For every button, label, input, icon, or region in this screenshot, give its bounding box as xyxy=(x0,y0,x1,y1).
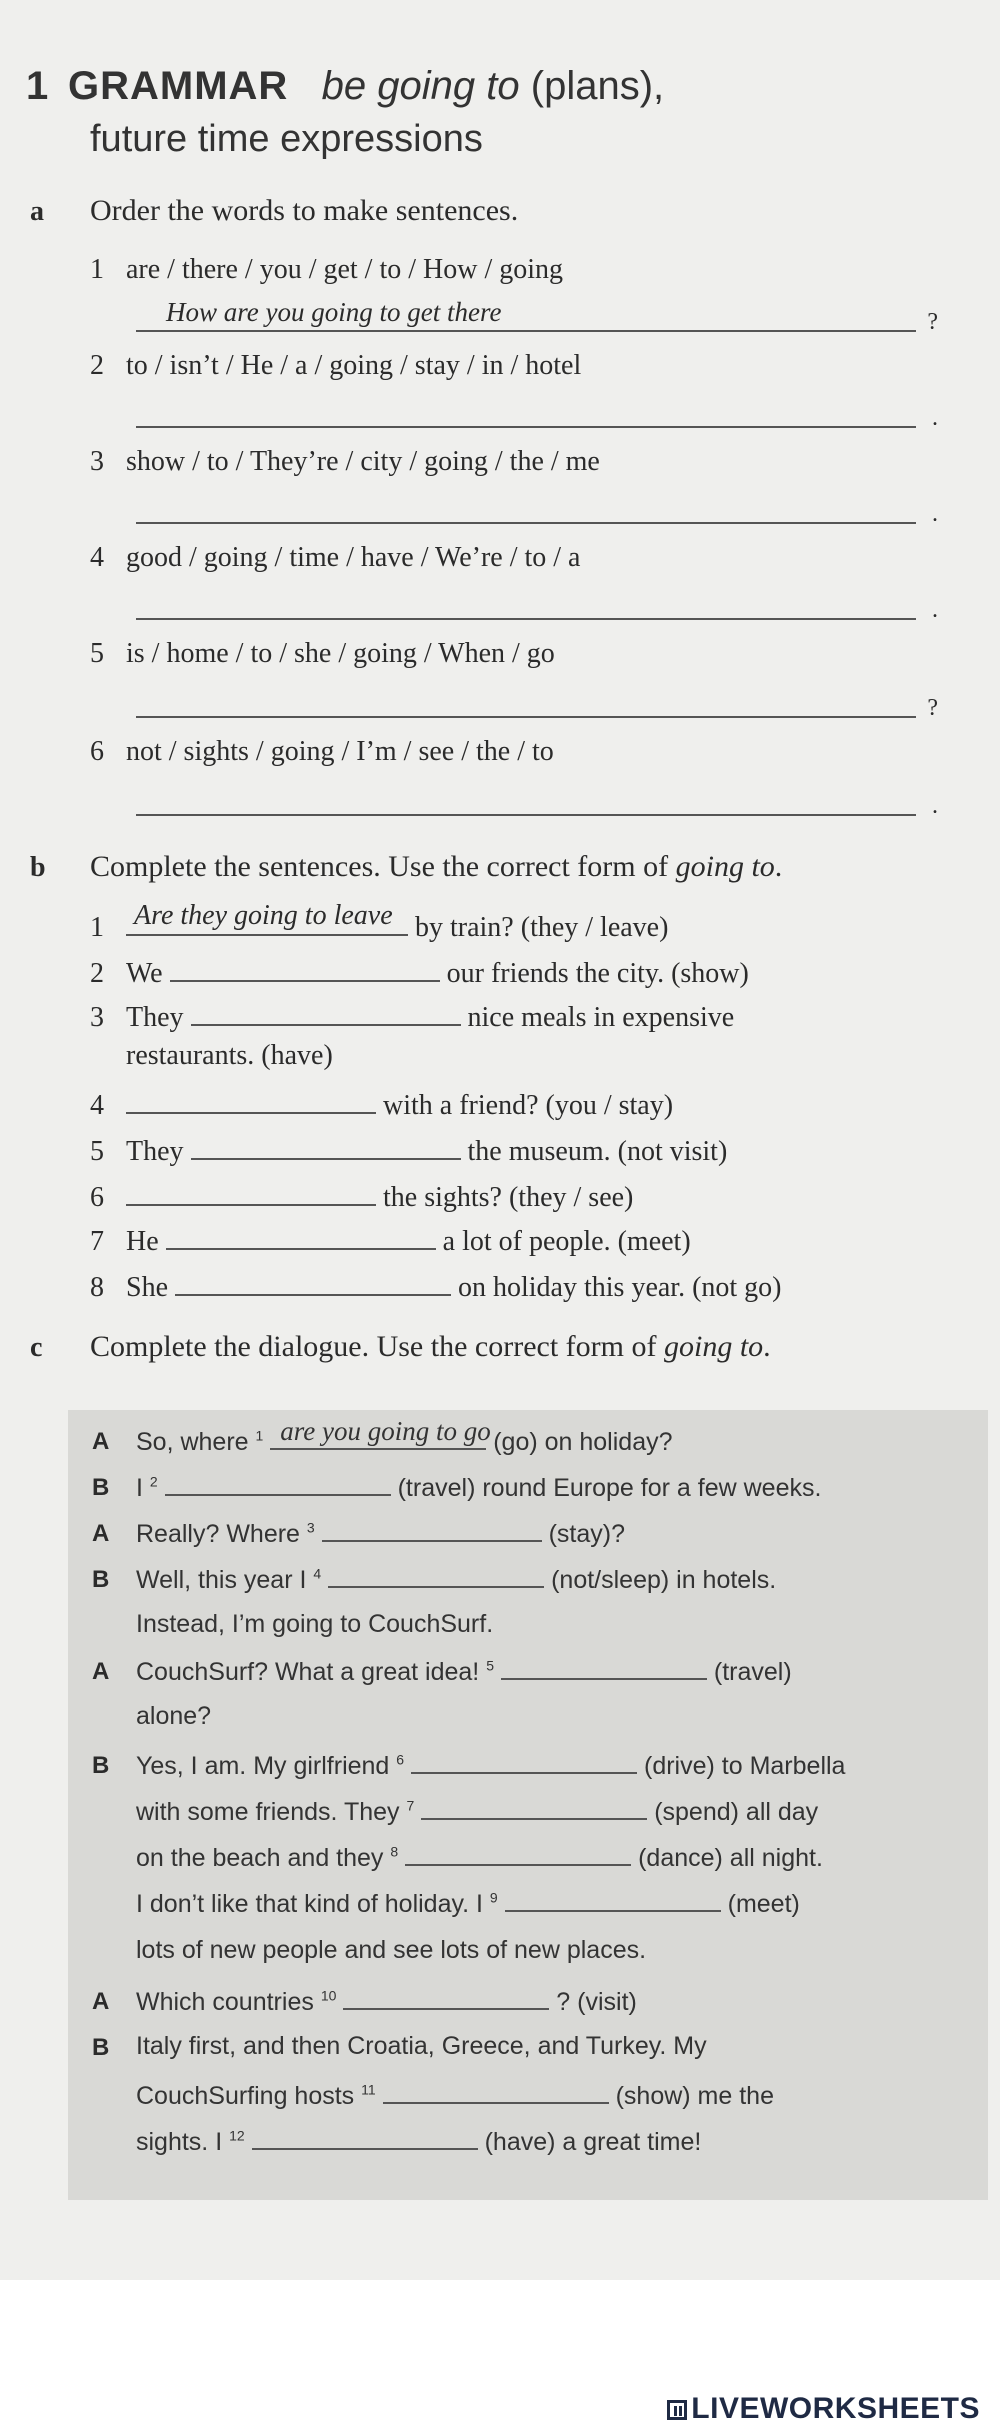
dialogue-line: So, where $^1$ are you going to go (go) on holiday? xyxy=(136,1416,673,1456)
speaker-label: A xyxy=(92,1428,110,1455)
dialogue-line: alone? xyxy=(136,1702,212,1730)
answer-blank[interactable] xyxy=(328,1564,544,1588)
part-a-item: 5 is / home / to / she / going / When / go xyxy=(90,638,555,669)
part-b-item: 7 He a lot of people. (meet) xyxy=(90,1222,691,1258)
part-b-item: 4 with a friend? (you / stay) xyxy=(90,1086,673,1122)
answer-blank[interactable] xyxy=(191,998,461,1026)
part-a-item: 6 not / sights / going / I’m / see / the / to xyxy=(90,736,554,767)
dialogue-line: on the beach and they $^8$ (dance) all night. xyxy=(136,1843,823,1872)
part-c-instruction: Complete the dialogue. Use the correct form of going to. xyxy=(90,1330,771,1363)
part-a-answer-line[interactable]: . xyxy=(136,426,916,428)
answer-blank[interactable] xyxy=(126,900,408,936)
speaker-label: B xyxy=(92,1474,110,1501)
section-title-italic: be going to xyxy=(321,64,520,108)
answer-blank[interactable] xyxy=(175,1268,451,1296)
answer-blank[interactable] xyxy=(411,1750,637,1774)
part-b-item: 5 They the museum. (not visit) xyxy=(90,1132,727,1168)
answer-blank[interactable] xyxy=(126,1086,376,1114)
section-title-rest: (plans), xyxy=(530,64,665,108)
answer-blank[interactable] xyxy=(170,954,440,982)
part-b-item: 2 We our friends the city. (show) xyxy=(90,954,749,990)
dialogue-line: Which countries $^{10}$ ? (visit) xyxy=(136,1987,637,2016)
part-b-letter: b xyxy=(30,852,46,883)
answer-blank[interactable] xyxy=(322,1518,542,1542)
speaker-label: A xyxy=(92,1520,110,1547)
speaker-label: B xyxy=(92,1752,110,1779)
dialogue-line: Really? Where $^3$ (stay)? xyxy=(136,1519,626,1548)
liveworksheets-logo[interactable] xyxy=(667,2392,980,2426)
part-b-item-continued: restaurants. (have) xyxy=(126,1040,333,1071)
section-title xyxy=(68,64,664,109)
answer-blank[interactable] xyxy=(421,1796,647,1820)
answer-blank[interactable] xyxy=(252,2126,478,2150)
part-a-answer-line[interactable]: ? xyxy=(136,716,916,718)
answer-text: Are they going to leave xyxy=(134,900,393,931)
dialogue-line: sights. I $^{12}$ (have) a great time! xyxy=(136,2127,702,2156)
section-title-bold: GRAMMAR xyxy=(68,64,289,108)
section-subtitle: future time expressions xyxy=(90,118,483,160)
speaker-label: B xyxy=(92,2034,110,2061)
brand-text: LIVEWORKSHEETS xyxy=(691,2392,980,2425)
answer-blank[interactable] xyxy=(505,1888,721,1912)
part-a-answer-line[interactable]: . xyxy=(136,814,916,816)
dialogue-line: Italy first, and then Croatia, Greece, and Turkey. My xyxy=(136,2032,707,2060)
part-a-item: 3 show / to / They’re / city / going / the / me xyxy=(90,446,600,477)
speaker-label: A xyxy=(92,1988,110,2015)
answer-blank[interactable] xyxy=(343,1986,549,2010)
answer-blank[interactable] xyxy=(165,1472,391,1496)
answer-blank[interactable] xyxy=(501,1656,707,1680)
part-b-instruction: Complete the sentences. Use the correct form of going to. xyxy=(90,850,783,883)
dialogue-line: with some friends. They $^7$ (spend) all day xyxy=(136,1797,819,1826)
part-a-instruction: Order the words to make sentences. xyxy=(90,194,519,227)
dialogue-line: CouchSurf? What a great idea! $^5$ (travel) xyxy=(136,1657,792,1686)
part-a-item: 1 are / there / you / get / to / How / going xyxy=(90,254,564,285)
answer-blank[interactable] xyxy=(405,1842,631,1866)
part-a-item: 2 to / isn’t / He / a / going / stay / in / hotel xyxy=(90,350,582,381)
dialogue-line: Well, this year I $^4$ (not/sleep) in hotels. xyxy=(136,1565,777,1594)
section-number: 1 xyxy=(26,64,49,108)
part-b-item: 3 They nice meals in expensive xyxy=(90,998,734,1034)
part-a-letter: a xyxy=(30,196,44,227)
part-a-answer-line[interactable]: . xyxy=(136,522,916,524)
dialogue-line: Instead, I’m going to CouchSurf. xyxy=(136,1610,494,1638)
part-b-item: 1 Are they going to leave by train? (they / leave) xyxy=(90,900,669,943)
answer-blank[interactable] xyxy=(270,1416,491,1450)
answer-blank[interactable] xyxy=(126,1178,376,1206)
dialogue-line: Yes, I am. My girlfriend $^6$ (drive) to Marbella xyxy=(136,1751,846,1780)
answer-text: are you going to go xyxy=(280,1416,491,1446)
part-b-item: 6 the sights? (they / see) xyxy=(90,1178,633,1214)
answer-blank[interactable] xyxy=(383,2080,609,2104)
part-b-item: 8 She on holiday this year. (not go) xyxy=(90,1268,782,1304)
dialogue-line: I $^2$ (travel) round Europe for a few weeks. xyxy=(136,1473,822,1502)
part-a-answer-line[interactable]: How are you going to get there ? xyxy=(136,330,916,332)
dialogue-line: I don’t like that kind of holiday. I $^9$ (meet) xyxy=(136,1889,800,1918)
answer-blank[interactable] xyxy=(191,1132,461,1160)
part-a-answer-line[interactable]: . xyxy=(136,618,916,620)
dialogue-line: lots of new people and see lots of new places. xyxy=(136,1936,647,1964)
speaker-label: A xyxy=(92,1658,110,1685)
answer-blank[interactable] xyxy=(166,1222,436,1250)
answer-text: How are you going to get there xyxy=(166,297,502,327)
dialogue-line: CouchSurfing hosts $^{11}$ (show) me the xyxy=(136,2081,774,2110)
speaker-label: B xyxy=(92,1566,110,1593)
part-a-item: 4 good / going / time / have / We’re / to / a xyxy=(90,542,581,573)
liveworksheets-logo-icon xyxy=(667,2400,687,2420)
part-c-letter: c xyxy=(30,1332,43,1363)
